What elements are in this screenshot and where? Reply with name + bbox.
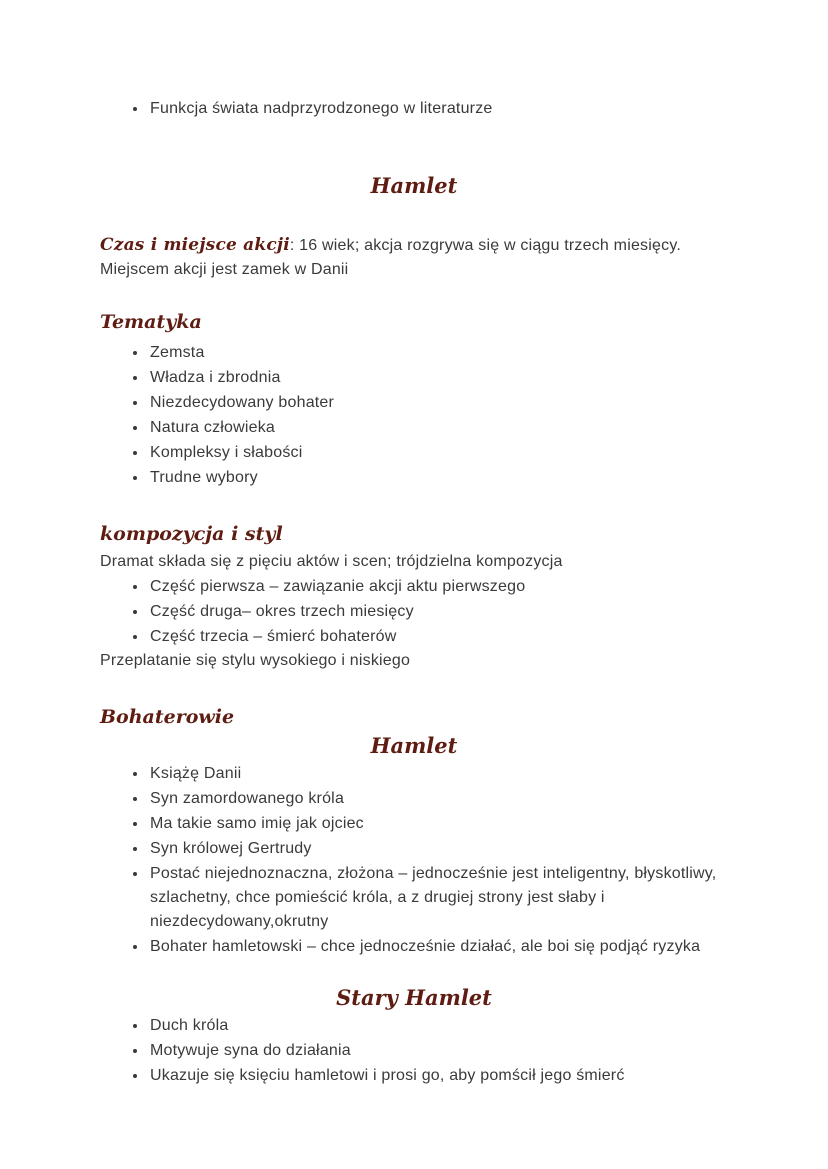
hamlet-item: • Bohater hamletowski – chce jednocześnie działać, ale boi się podjąć ryzyka bbox=[148, 934, 728, 959]
character-title-hamlet: Hamlet bbox=[370, 733, 458, 758]
section-heading-tematyka: Tematyka bbox=[100, 311, 202, 333]
stary-hamlet-item: • Ukazuje się księciu hamletowi i prosi go, aby pomścił jego śmierć bbox=[148, 1063, 728, 1088]
time-place-text: : 16 wiek; akcja rozgrywa się w ciągu trzech miesięcy. bbox=[289, 237, 681, 254]
stary-hamlet-list bbox=[100, 1013, 728, 1088]
tematyka-list bbox=[100, 340, 728, 490]
character-title-stary-hamlet: Stary Hamlet bbox=[336, 985, 492, 1010]
time-place-line1 bbox=[100, 233, 728, 258]
time-place-paragraph bbox=[100, 233, 728, 282]
hamlet-list bbox=[100, 761, 728, 959]
section-heading-kompozycja: kompozycja i styl bbox=[100, 523, 283, 545]
kompozycja-list bbox=[100, 574, 728, 649]
kompozycja-intro: Dramat składa się z pięciu aktów i scen; trójdzielna kompozycja bbox=[100, 553, 563, 570]
intro-list-item: • Funkcja świata nadprzyrodzonego w literaturze bbox=[148, 96, 728, 121]
document-title: Hamlet bbox=[370, 173, 458, 198]
intro-list bbox=[100, 96, 728, 121]
kompozycja-item: • Część trzecia – śmierć bohaterów bbox=[148, 624, 728, 649]
section-heading-bohaterowie: Bohaterowie bbox=[100, 706, 235, 728]
stary-hamlet-item: • Duch króla bbox=[148, 1013, 728, 1038]
tematyka-item: • Zemsta bbox=[148, 340, 728, 365]
tematyka-item: • Niezdecydowany bohater bbox=[148, 390, 728, 415]
tematyka-item: • Natura człowieka bbox=[148, 415, 728, 440]
time-place-line2: Miejscem akcji jest zamek w Danii bbox=[100, 261, 349, 278]
hamlet-item: • Syn królowej Gertrudy bbox=[148, 836, 728, 861]
tematyka-item: • Trudne wybory bbox=[148, 465, 728, 490]
kompozycja-outro: Przeplatanie się stylu wysokiego i niskiego bbox=[100, 652, 411, 669]
tematyka-item: • Władza i zbrodnia bbox=[148, 365, 728, 390]
tematyka-item: • Kompleksy i słabości bbox=[148, 440, 728, 465]
hamlet-item: • Ma takie samo imię jak ojciec bbox=[148, 811, 728, 836]
kompozycja-item: • Część pierwsza – zawiązanie akcji aktu pierwszego bbox=[148, 574, 728, 599]
hamlet-item: • Książę Danii bbox=[148, 761, 728, 786]
hamlet-item: • Postać niejednoznaczna, złożona – jednocześnie jest inteligentny, błyskotliwy, szlachetny, chce pomieścić króla, a z drugiej strony jest słaby i niezdecydowany,okrutny bbox=[148, 861, 728, 934]
stary-hamlet-item: • Motywuje syna do działania bbox=[148, 1038, 728, 1063]
document-content bbox=[100, 96, 728, 1088]
kompozycja-item: • Część druga– okres trzech miesięcy bbox=[148, 599, 728, 624]
hamlet-item: • Syn zamordowanego króla bbox=[148, 786, 728, 811]
time-place-label: Czas i miejsce akcji bbox=[100, 235, 290, 255]
